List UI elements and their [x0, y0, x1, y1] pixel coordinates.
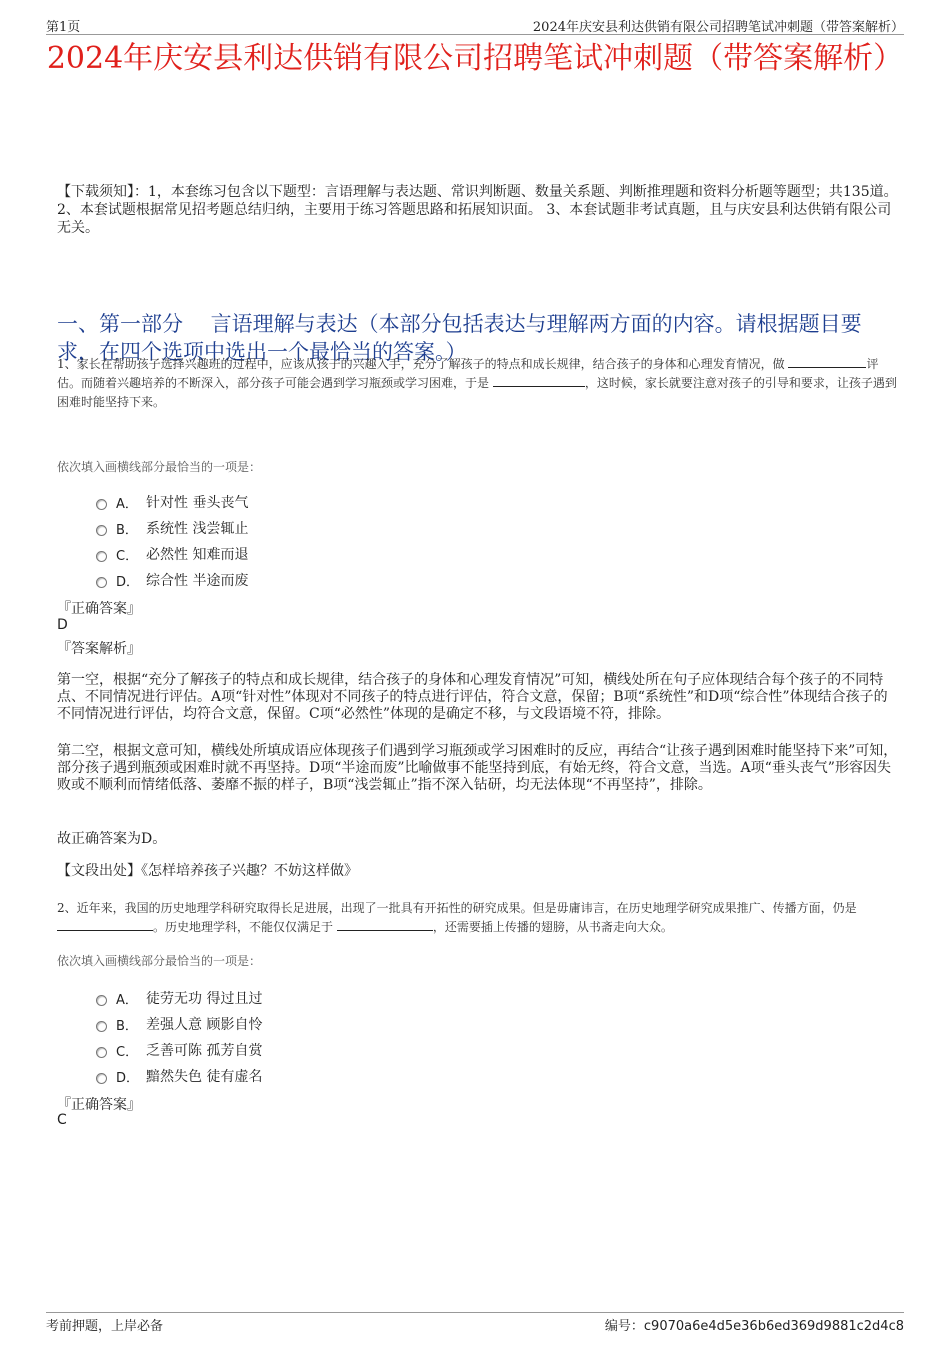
- q1-analysis-conclusion: 故正确答案为D。: [57, 831, 167, 847]
- option-key: B．: [116, 522, 138, 538]
- page-header: [46, 14, 904, 35]
- option-key: C．: [116, 1044, 139, 1060]
- q2-stem-part-b: 。历史地理学科，不能仅仅满足于: [153, 920, 334, 934]
- q2-stem-part-c: ，还需要插上传播的翅膀，从书斋走向大众。: [432, 920, 673, 934]
- page-number: 第1页: [46, 20, 81, 35]
- question-1-stem: [57, 355, 900, 412]
- q1-option-d[interactable]: [96, 570, 248, 590]
- q2-option-d[interactable]: [96, 1066, 262, 1086]
- option-text: 黯然失色 徒有虚名: [146, 1069, 263, 1085]
- option-text: 综合性 半途而废: [146, 573, 249, 589]
- q2-answer: C: [57, 1112, 67, 1128]
- page-footer: [46, 1312, 904, 1333]
- section-heading: 一、第一部分 言语理解与表达（本部分包括表达与理解两方面的内容。请根据题目要求，在四个选项中选出一个最恰当的答案。）: [57, 312, 862, 364]
- q1-option-b[interactable]: [96, 518, 248, 538]
- question-2-stem: [57, 899, 900, 937]
- q2-answer-label: 『正确答案』: [57, 1097, 141, 1113]
- option-text: 差强人意 顾影自怜: [146, 1017, 263, 1033]
- radio-icon[interactable]: [96, 499, 107, 510]
- q1-answer-label: 『正确答案』: [57, 601, 141, 617]
- q2-option-a[interactable]: [96, 988, 262, 1008]
- option-key: A．: [116, 496, 138, 512]
- q1-option-a[interactable]: [96, 492, 248, 512]
- footer-doc-code: [605, 1315, 904, 1334]
- option-text: 乏善可陈 孤芳自赏: [146, 1043, 263, 1059]
- option-key: D．: [116, 1070, 140, 1086]
- q2-prompt: 依次填入画横线部分最恰当的一项是：: [57, 954, 262, 968]
- q2-blank-2: [337, 918, 433, 931]
- q1-source: 【文段出处】《怎样培养孩子兴趣？不妨这样做》: [57, 863, 358, 879]
- option-text: 徒劳无功 得过且过: [146, 991, 263, 1007]
- q1-option-c[interactable]: [96, 544, 248, 564]
- option-key: B．: [116, 1018, 138, 1034]
- option-key: D．: [116, 574, 140, 590]
- q1-analysis-paragraph-1: 第一空，根据“充分了解孩子的特点和成长规律，结合孩子的身体和心理发育情况”可知，横线处所在句子应体现结合每个孩子的不同特点、不同情况进行评估。A项“针对性”体现对不同孩子的特点进行评估，符合文意，保留；B项“系统性”和D项“综合性”体现结合孩子的不同情况进行评估，均符合文意，保留。C项“必然性”体现的是确定不移，与文段语境不符，排除。: [57, 672, 888, 722]
- q2-stem-part-a: 2、近年来，我国的历史地理学科研究取得长足进展，出现了一批具有开拓性的研究成果。但是毋庸讳言，在历史地理学研究成果推广、传播方面，仍是: [57, 901, 857, 915]
- q1-stem-part-c: ，这时候，家长就要注意对孩子的引导和要求，让孩子遇到困难时能坚持下来。: [57, 376, 897, 409]
- radio-icon[interactable]: [96, 577, 107, 588]
- option-text: 必然性 知难而退: [146, 547, 249, 563]
- q2-option-c[interactable]: [96, 1040, 262, 1060]
- document-title: 2024年庆安县利达供销有限公司招聘笔试冲刺题（带答案解析）: [46, 41, 904, 76]
- radio-icon[interactable]: [96, 551, 107, 562]
- q1-blank-2: [493, 374, 585, 387]
- radio-icon[interactable]: [96, 525, 107, 536]
- option-text: 针对性 垂头丧气: [146, 495, 249, 511]
- option-key: C．: [116, 548, 139, 564]
- download-notice: 【下载须知】：1，本套练习包含以下题型：言语理解与表达题、常识判断题、数量关系题、判断推理题和资料分析题等题型；共135道。 2、本套试题根据常见招考题总结归纳，主要用于练习答题思路和拓展知识面。 3、本套试题非考试真题，且与庆安县利达供销有限公司无关。: [57, 184, 898, 236]
- option-key: A．: [116, 992, 138, 1008]
- code-value: c9070a6e4d5e36b6ed369d9881c2d4c8: [643, 1319, 904, 1334]
- footer-slogan: 考前押题，上岸必备: [46, 1319, 164, 1334]
- q1-stem-part-b: 评估。而随着兴趣培养的不断深入，部分孩子可能会遇到学习瓶颈或学习困难，于是: [57, 357, 879, 390]
- option-text: 系统性 浅尝辄止: [146, 521, 249, 537]
- q2-option-b[interactable]: [96, 1014, 262, 1034]
- radio-icon[interactable]: [96, 1021, 107, 1032]
- radio-icon[interactable]: [96, 1073, 107, 1084]
- q1-analysis-paragraph-2: 第二空，根据文意可知，横线处所填成语应体现孩子们遇到学习瓶颈或学习困难时的反应，再结合“让孩子遇到困难时能坚持下来”可知，部分孩子遇到瓶颈或困难时就不再坚持。D项“半途而废”比喻做事不能坚持到底，有始无终，符合文意，当选。A项“垂头丧气”形容因失败或不顺利而情绪低落、萎靡不振的样子，B项“浅尝辄止”指不深入钻研，均无法体现“不再坚持”，排除。: [57, 743, 898, 793]
- q1-prompt: 依次填入画横线部分最恰当的一项是：: [57, 460, 262, 474]
- header-doc-title: 2024年庆安县利达供销有限公司招聘笔试冲刺题（带答案解析）: [532, 20, 904, 35]
- q2-blank-1: [57, 918, 153, 931]
- radio-icon[interactable]: [96, 1047, 107, 1058]
- q1-analysis-label: 『答案解析』: [57, 641, 141, 657]
- q1-stem-part-a: 1、家长在帮助孩子选择兴趣班的过程中，应该从孩子的兴趣入手，充分了解孩子的特点和成长规律，结合孩子的身体和心理发育情况，做: [57, 357, 785, 371]
- code-label: 编号：: [604, 1319, 644, 1334]
- q1-blank-1: [788, 355, 866, 368]
- q1-answer: D: [57, 617, 68, 633]
- radio-icon[interactable]: [96, 995, 107, 1006]
